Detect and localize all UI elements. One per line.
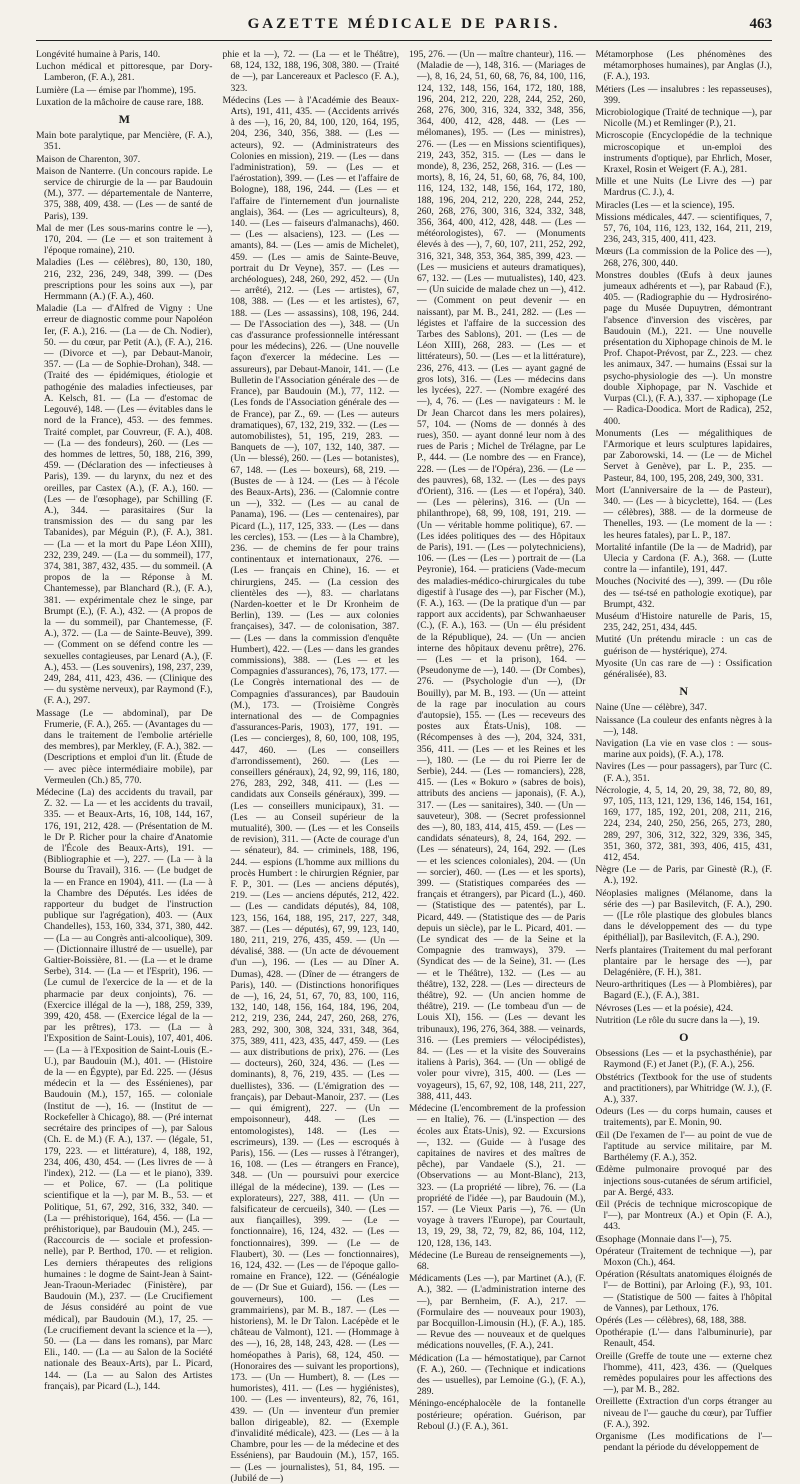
section-letter: M [118, 112, 130, 127]
index-entry: 195, 276. — (Un — maître chanteur), 116. — (Maladie de —), 148, 316. — (Mariages de —), 8, 16, 24, 51, 60, 68, 76, 84, 100, 116, 124, 132, 148, 156, 164, 172, 180, 188, 196, 204, 212, 220, 228, 244, 252, 260, 268, 276, 300, 316, 324, 332, 348, 356, 364, 400, 412, 428, 448. — (Les — mélomanes), 195. — (Les — ministres), 276. — (Les — en Missions scientifiques), 219, 243, 352, 315. — (Les — dans le monde), 8, 236, 252, 268, 316. — (Les — morts), 8, 16, 24, 51, 60, 68, 76, 84, 100, 116, 124, 132, 148, 156, 164, 172, 180, 188, 196, 204, 212, 220, 228, 244, 252, 260, 268, 276, 300, 316, 324, 332, 348, 356, 364, 400, 412, 428, 448. — (Les — météorologistes), 67. — (Monuments élevés à des —), 7, 60, 107, 211, 252, 292, 316, 321, 348, 353, 364, 385, 399, 423. — (Les — musiciens et auteurs dramatiques), 67, 132. — (Les — mutualistes), 140, 423. — (Un suicide de malade chez un —), 412. — (Comment on peut devenir — en naissant), par M. B., 241, 282. — (Les — légistes et l'affaire de la succession des Tarbes des Sablons), 201. — (Les — de Léon XIII), 268, 283. — (Les — et littérateurs), 50. — (Les — et la littérature), 236, 276, 413. — (Les — ayant gagné de gros lots), 316. — (Les — médecins dans les lycées), 227. — (Nombre exagéré des —), 4, 76. — (Les — navigateurs : M. le Dr Jean Charcot dans les mers polaires), 57, 104. — (Noms de — donnés à des rues), 350. — ayant donné leur nom à des rues de Paris ; Michel de Trélagne, par Le P., 444. — (Le nombre des — en France), 228. — (Les — de l'Opéra), 236. — (Le — des pauvres), 68, 132. — (Les — des pays d'Orient), 316. — (Les — et l'opéra), 340. — (Les — pèlerins), 316. — (Un — philanthrope), 68, 99, 108, 191, 219. — (Un — véritable homme politique), 67. — (Les idées politiques des — des Hôpitaux de Paris), 191. — (Les — polytechniciens), 106. — (Les — (Les — ) portrait de — (La Peyronie), 164. — praticiens (Vade-mecum des maladies-médico-chirurgicales du tube digestif à l'usage des —), par Fischer (M.), (F. A.), 163. — (De la pratique d'un — par rapport aux accidents), par Schwanhaeuser (C.), (F. A.), 163. — (Un — élu président de la République), 24. — (Un — ancien interne des hôpitaux devenu prêtre), 276. — (Les — et la prison), 164. — (Pseudonyme de —), 140. — (Dr Combes), 276. — (Psychologie d'un —), (Dr Bouilly), par M. B., 193. — (Un — atteint de la rage par inoculation au cours d'autopsie), 155. — (Les — receveurs des postes aux États-Unis), 108. — (Récompenses à des —), 204, 324, 331, 356, 411. — (Les — et les Reines et les —), 180. — (Le — du roi Pierre Ier de Serbie), 244. — (Les — romanciers), 228, 415. — (Les « Bokuro » (sabres de bois), attributs des anciens — japonais), (F. A.), 317. — (Les — sanitaires), 340. — (Un — sauveteur), 308. — (Secret professionnel des —), 80, 183, 414, 415, 459. — (Les — candidats sénateurs), 8, 24, 164, 292. — (Les — sénateurs), 24, 164, 292. — (Les — et les sciences coloniales), 204. — (Un — sorcier), 460. — (Les — et les sports), 399. — (Statistiques comparées des — français et étrangers), par Picard (L.), 460. — (Statistique des — patentés), par L. Picard, 449. — (Statistique des — de Paris depuis un siècle), par le L. Picard, 401. — (Le syndicat des — de la Seine et la Compagnie des tramways), 379. — (Syndicat des — de la Seine), 31. — (Les — et le Théâtre), 132. — (Les — au théâtre), 132, 228. — (Les — directeurs de théâtre), 92. — (Un ancien homme de théâtre), 219. — (Le tombeau d'un — de Louis XI), 156. — (Les — devant les tribunaux), 196, 276, 364, 388. — veinards, 316. — (Les premiers — vélocipédistes), 84. — (Les — et la visite des Souverains italiens à Paris), 364. — (Un — obligé de voler pour vivre), 315, 400. — (Les — voyageurs), 15, 67, 92, 108, 148, 211, 227, 388, 411, 443. [409, 49, 586, 1102]
index-entry: phie et la —), 72. — (La — et le Théâtre), 68, 124, 132, 188, 196, 308, 380. — (Traité de —), par Lancereaux et Paclesco (F. A.), 323. [222, 49, 399, 94]
index-entry: Opérateur (Traitement de technique —), par Moxon (Ch.), 464. [595, 1245, 772, 1268]
section-letter-n: N [679, 684, 689, 699]
index-entry: Nègre (Le — de Paris, par Ginestè (R.), (F. A.), 192. [595, 864, 772, 887]
index-entry: Médication (La — hémostatique), par Carnot (F. A.), 260. — (Technique et indications des — usuelles), par Lemoine (G.), (F. A.), 289. [409, 1352, 586, 1398]
index-entry: Oreillette (Extraction d'un corps étranger au niveau de l'— gauche du cœur), par Tuffier (F. A.), 392. [595, 1396, 772, 1430]
index-entry: Mouches (Nocivité des —), 399. — (Du rôle des — tsé-tsé en pathologie exotique), par Brumpt, 432. [595, 576, 772, 610]
index-entry: Lumière (La — émise par l'homme), 195. [36, 84, 196, 96]
index-entry: Odeurs (Les — du corps humain, causes et traitements), par E. Monin, 90. [595, 1106, 772, 1129]
index-entry: Médicaments (Les —), par Martinet (A.), (F. A.), 382. — (L'administration interne des —), par Bernheim, (F. A.), 217. — (Formulaire des — nouveaux pour 1903), par Bocquillon-Limousin (H.), (F. A.), 185. — Revue des — nouveaux et de quelques médications nouvelles, (F. A.), 241. [409, 1273, 586, 1352]
index-entry: Luchon médical et pittoresque, par Dory-Lamberon, (F. A.), 281. [36, 61, 213, 84]
index-entry: Métamorphose (Les phénomènes des métamorphoses humaines), par Anglas (J.), (F. A.), 193. [595, 49, 772, 83]
index-entry: Maison de Charenton, 307. [36, 153, 141, 165]
page-number: 463 [749, 16, 772, 32]
index-entry: Navires (Les — pour passagers), par Turc (C. (F. A.), 351. [595, 761, 772, 784]
column-3 [409, 49, 586, 1432]
journal-title: GAZETTE MÉDICALE DE PARIS. [247, 16, 561, 32]
column-4 [595, 49, 773, 1454]
index-entry: Mort (L'anniversaire de la — de Pasteur), 340. — (Les — à bicyclette), 164. — (Les — célèbres), 388. — de la dormeuse de Thenelles, 193. — (Le moment de la — : les heures fatales), par L. P., 187. [595, 484, 772, 541]
index-entry: Luxation de la mâchoire de cause rare, 188. [36, 96, 204, 108]
index-entry: Maladie (La — d'Alfred de Vigny : Une erreur de diagnostic comme pour Napoléon Ier, (F. A.), 216. — (La — de Ch. Nodier), 50. — du cœur, par Petit (A.), (F. A.), 216. — (Divorce et —), par Debaut-Manoir, 357. — (La — de Sophie-Drohan), 348. — (Traité des — épidémiques, étiologie et pathogénie des maladies infectieuses, par A. Kelsch, 81. — (La — d'estomac de Legouvé), 148. — (Les — évitables dans le nord de la France), 453. — des femmes. Traité complet, par Couvreur, (F. A.), 408. — (La — des fondeurs), 260. — (Les — des hommes de lettres, 50, 188, 216, 399, 459. — (Déclaration des — infectieuses à Paris), 139. — du larynx, du nez et des oreilles, par Castex (A.), (F. A.), 160. — (Les — de l'œsophage), par Schilling (F. A.), 344. — parasitaires (Sur la transmission des — du sang par les Tabanides), par Méguin (P.), (F. A.), 381. — (La — et la mort du Pape Léon XIII), 232, 239, 249. — (La — du sommeil), 177, 374, 381, 387, 432, 435. — du sommeil. (A propos de la — Réponse à M. Chantemesse), par Blanchard (R.), (F. A.), 381. — expérimentale chez le singe, par Brumpt (E.), (F. A.), 432. — (A propos de la — du sommeil), par Chantemesse, (F. A.), 372. — (La — de Sainte-Beuve), 399. — (Comment on se défend contre les — sexuelles contagieuses, par Lenard (A.), (F. A.), 453. — (Les souvenirs), 198, 237, 239, 249, 284, 411, 423, 436. — (Clinique des — du système nerveux), par Raymond (F.), (F. A.), 297. [36, 303, 213, 707]
index-entry: Main bote paralytique, par Mencière, (F. A.), 351. [36, 130, 213, 153]
index-entry: Obsessions (Les — et la psychasthénie), par Raymond (F.) et Janet (P.), (F. A.), 256. [595, 1048, 772, 1071]
index-entry: Organisme (Les modifications de l'— pendant la période du développement de [595, 1430, 772, 1454]
index-entry: Oreille (Greffe de toute une — externe chez l'homme), 411, 423, 436. — (Quelques remèdes populaires pour les affections des —), par M. B., 282. [595, 1350, 772, 1396]
index-entry: Métiers (Les — insalubres : les repasseuses), 399. [595, 83, 772, 106]
index-entry: Œil (Précis de technique microscopique de l'—), par Montreux (A.) et Opin (F. A.), 443. [595, 1198, 772, 1233]
index-entry: Massage (Le — abdominal), par De Frumerie, (F. A.), 265. — (Avantages du — dans le traitement de l'embolie artérielle des membres), par Merkley, (F. A.), 382. — (Descriptions et emploi d'un lit. (Étude de — avec pièce intermédiaire mobile), par Vermeulen (Ch.) 85, 770. [36, 707, 213, 786]
index-entry: Œdème pulmonaire provoqué par des injections sous-cutanées de sérum artificiel, par A. Bergé, 433. [595, 1164, 772, 1198]
index-entry: Nerfs plantaires (Traitement du mal perforant plantaire par le hersage des —), par Delagénière, (F. H.), 381. [595, 944, 772, 979]
index-entry: Mille et une Nuits (Le Livre des —) par Mardrus (C. J.), 4. [595, 176, 772, 199]
index-columns [36, 49, 772, 1484]
index-entry: Naissance (La couleur des enfants nègres à la —), 148. [595, 714, 772, 737]
index-entry: Médecine (Le Bureau de renseignements —), 68. [409, 1249, 586, 1272]
index-entry: Médecine (L'encombrement de la profession — en Italie), 76. — (L'inspection — des écoles aux États-Unis), 92. — Excursions —, 132. — (Guide — à l'usage des capitaines de navires et des maîtres de pêche), par Vandaele (S.), 21. — (Observations — au Mont-Blanc), 213, 323. — (La propriété — libre), 76. — (La propriété de l'idée —), par Baudouin (M.), 157. — (Le Vieux Paris —), 76. — (Un voyage à travers l'Europe), par Courtault, 13, 19, 29, 38, 72, 79, 82, 86, 104, 112, 120, 128, 136, 143. [409, 1103, 586, 1249]
index-entry: Mal de mer (Les sous-marins contre le —), 170, 204. — (Le — et son traitement à l'époque romaine), 210. [36, 222, 213, 257]
index-entry: Microbiologique (Traité de technique —), par Nicolle (M.) et Remlinger (P.), 21. [595, 107, 772, 130]
index-entry: Microscopie (Encyclopédie de la technique microscopique et un-emploi des instruments d'optique), par Ehrlich, Moser, Kraxel, Rosin et Weigert (F. A.), 281. [595, 130, 772, 176]
index-entry: Maladies (Les — célèbres), 80, 130, 180, 216, 232, 236, 249, 348, 399. — (Des prescriptions pour les soins aux —), par Hermmann (A.) (F. A.), 460. [36, 257, 213, 303]
index-entry: Missions médicales, 447. — scientifiques, 7, 57, 76, 104, 116, 123, 132, 164, 211, 219, 236, 243, 315, 400, 411, 423. [595, 211, 772, 246]
column-1 [36, 49, 213, 1392]
index-entry: Œil (De l'examen de l'— au point de vue de l'aptitude au service militaire, par M. Barthélemy (F. A.), 352. [595, 1129, 772, 1164]
index-entry: Neuro-arthritiques (Les — à Plombières), par Bagard (E.), (F. A.), 381. [595, 979, 772, 1002]
index-entry: Médecins (Les — à l'Académie des Beaux-Arts), 191, 411, 435. — (Accidents arrivés à des —), 16, 20, 84, 100, 120, 164, 195, 204, 236, 340, 356, 388. — (Les — acteurs), 92. — (Administrateurs des Colonies en mission), 219. — (Les — dans l'administration), 59. — (Les — et l'aérostation), 399. — (Les — et l'affaire de Bologne), 188, 196, 244. — (Les — et l'affaire de l'internement d'un journaliste anglais), 364. — (Les — agriculteurs), 8, 140. — (Les — faiseurs d'almanachs), 460. — (Les — alsaciens), 123. — (Les — amants), 84. — (Les — amis de Michelet), 459. — (Les — amis de Sainte-Beuve, portrait du Dr Veyne), 357. — (Les — archéologues), 248, 260, 292, 452. — (Un — arrêté), 212. — (Les — artistes), 67, 108, 388. — (Les — et les artistes), 67, 188. — (Les — assassins), 108, 196, 244. — De l'Association des —), 348. — (Un cas d'assurance professionnelle intéressant pour les médecins), 226. — (Une nouvelle façon d'exercer la médecine. Les — assureurs), par Debaut-Manoir, 141. — (Le Bulletin de l'Association générale des — de France), par Baudouin (M.), 77, 112. — (Les fonds de l'Association générale des — de France), par Z., 69. — (Les — auteurs dramatiques), 67, 132, 219, 332. — (Les — automobilistes), 51, 195, 219, 283. — Banquets de —), 107, 132, 140, 387. — (Un — blessé), 260. — (Les — botanistes), 67, 148. — (Les — boxeurs), 68, 219. — (Bustes de — à 124. — (Les — à l'école des Beaux-Arts), 236. — (Calomnie contre un —), 332. — (Les — au canal de Panama), 196. — (Les — centenaires), par Picard (L.), 117, 125, 333. — (Les — dans les cercles), 153. — (Les — à la Chambre), 236. — de chemins de fer pour trains continentaux et internationaux, 276. — (Les — français en Chine), 16. — et chirurgiens, 245. — (La cession des clientèles des —), 83. — charlatans (Narden-koetter et le Dr Kronheim de Berlin), 139. — (Les — aux colonies françaises), 347. — de colonisation, 387. — (Les — dans la commission d'enquête Humbert), 422. — (Les — dans les grandes commissions), 388. — (Les — et les Compagnies d'assurances), 76, 173, 177. — (Le Congrès international des — de Compagnies d'assurances), par Baudouin (M.), 173. — (Troisième Congrès international des — de Compagnies d'assurances-Paris, 1903), 177, 191. — (Les — concierges), 8, 60, 100, 108, 195, 447, 460. — (Les — conseillers d'arrondissement), 260. — (Les — conseillers généraux), 24, 92, 99, 116, 180, 276, 283, 292, 348, 411. — (Les — candidats aux Conseils généraux), 399. — (Les — conseillers municipaux), 31. — (Les — au Conseil supérieur de la mutualité), 300. — (Les — et les Conseils de revision), 311. — (Acte de courage d'un — sénateur), 84. — criminels, 188, 196, 244. — espions (L'homme aux millions du procès Humbert : le chirurgien Régnier, par F. P., 301. — (Les — anciens députés), 219. — (Les — anciens députés, 212, 422. — (Les — candidats députés), 84, 108, 123, 156, 164, 188, 195, 217, 227, 348, 387. — (Les — députés), 67, 99, 123, 140, 180, 211, 219, 276, 435, 459. — (Un — dévalisé, 388. — (Un acte de dévouement d'un —), 196. — (Les — au Dîner A. Dumas), 428. — (Dîner de — étrangers de Paris), 140. — (Distinctions honorifiques de —), 16, 24, 51, 67, 70, 83, 100, 116, 132, 140, 148, 156, 164, 184, 196, 204, 212, 219, 236, 244, 247, 260, 268, 276, 283, 292, 300, 308, 324, 331, 348, 364, 375, 389, 411, 423, 435, 447, 459. — (Les — aux distributions de prix), 276. — (Les — docteurs), 260, 324, 436. — (Les — dominants), 8, 76, 219, 435. — (Les — duellistes), 336. — (L'émigration des — français), par Debaut-Manoir, 237. — (Les — qui émigrent), 227. — (Un — empoisonneur), 448. — (Les — entomologistes), 148. — (Les — escrimeurs), 139. — (Les — escroqués à Paris), 156. — (Les — russes à l'étranger), 16, 108. — (Les — étrangers en France), 348. — (Un — poursuivi pour exercice illégal de la médecine), 139. — (Les — explorateurs), 227, 388, 411. — (Un — falsificateur de cercueils), 340. — (Les — aux fiançailles), 399. — (Le — fonctionnaire), 16, 124, 432. — (Les — fonctionnaires), 399. — (Le — de Flaubert), 30. — (Les — fonctionnaires), 16, 124, 432. — (Les — de l'époque gallo-romaine en France), 122. — (Généalogie de — (Dr Sue et Guiard), 156. — (Les — gouverneurs), 100. — (Les — grammairiens), par M. B., 187. — (Les — historiens), M. le Dr Talon. Lacépède et le château de Valmont), 121. — (Hommage à des —), 16, 28, 148, 243, 428. — (Les — homéopathes à Paris), 68, 124, 450. — (Honoraires des — suivant les proportions), 173. — (Un — Humbert), 8. — (Les — humoristes), 411. — (Les — hygiénistes), 100. — (Les — inventeurs), 82, 76, 161, 439. — (Un — inventeur d'un premier ballon dirigeable), 82. — (Exemple d'invalidité médicale), 423. — (Les — à la Chambre, pour les — de la médecine et des Esséniens), par Baudouin (M.), 157, 165. — (Les — journalistes), 51, 84, 195. — (Jubilé de —) [222, 94, 399, 1484]
index-entry: Mutité (Un prétendu miracle : un cas de guérison de — hystérique), 274. [595, 634, 772, 657]
running-header [36, 12, 772, 41]
index-entry: Maison de Nanterre. (Un concours rapide. Le service de chirurgie de la — par Baudouin (M.), 377. — départementale de Nanterre, 375, 388, 409, 438. — (Les — de santé de Paris), 139. [36, 165, 213, 222]
index-entry: Navigation (La vie en vase clos : — sous-marine aux poids), (F. A.), 178. [595, 737, 772, 761]
index-entry: Monstres doubles (Œufs à deux jaunes jumeaux adhérents et —), par Rabaud (F.), 405. — (Radiographie du — Hydrosiréno-page du Musée Dupuytren, démontrant l'absence d'inversion des viscères, par Baudouin (M.), 221. — Une nouvelle présentation du Xiphopage chinois de M. le Prof. Chapot-Prévost, par Z., 223. — chez les animaux, 347. — humains (Essai sur la psycho-physiologie des —). Un monstre double Xiphopage, par N. Vaschide et Vurpas (Cl.), (F. A.), 337. — xiphopage (Le — Radica-Doodica. Mort de Radica), 252, 400. [595, 269, 772, 427]
index-entry: Néoplasies malignes (Mélanome, dans la série des —) par Basilevitch, (F. A.), 290. — ([Le rôle plastique des globules blancs dans le développement des — du type épithélial]), par Basilevitch, (F. A.), 290. [595, 887, 772, 944]
column-2 [222, 49, 400, 1484]
index-entry: Longévité humaine à Paris, 140. [36, 49, 161, 60]
index-entry: Opération (Résultats anatomiques éloignés de l'— de Bottini), par Arloing (F.), 93, 101. — (Statistique de 500 — faites à l'hôpital de Vannes), par Lethoux, 176. [595, 1269, 772, 1314]
index-entry: Mortalité infantile (De la — de Madrid), par Ulecia y Cardona (F. A.), 368. — (Lutte contre la — infantile), 191, 447. [595, 541, 772, 576]
index-entry: Opérés (Les — célèbres), 68, 188, 388. [595, 1314, 747, 1326]
index-entry: Obstétrics (Textbook for the use of students and practitioners), par Whitridge (W. J.), (F. A.), 337. [595, 1071, 772, 1106]
index-entry: Nécrologie, 4, 5, 14, 20, 29, 38, 72, 80, 89, 97, 105, 113, 121, 129, 136, 146, 154, 161, 169, 177, 185, 192, 201, 208, 211, 216, 224, 234, 240, 250, 256, 265, 273, 280, 289, 297, 306, 312, 322, 329, 336, 345, 351, 360, 372, 381, 393, 406, 415, 431, 412, 454. [595, 784, 772, 864]
index-entry: Méningo-encéphalocèle de la fontanelle postérieure; opération. Guérison, par Reboul (J.) (F. A.), 361. [409, 1398, 586, 1432]
index-entry: Mœurs (La commission de la Police des —), 268, 276, 300, 440. [595, 246, 772, 269]
index-entry: Névroses (Les — et la poésie), 424. [595, 1002, 733, 1014]
index-entry: Nutrition (Le rôle du sucre dans la —), 19. [595, 1014, 760, 1026]
index-entry: Muséum d'Histoire naturelle de Paris, 15, 235, 242, 251, 434, 445. [595, 610, 772, 634]
section-letter-o: O [679, 1030, 689, 1045]
index-entry: Œsophage (Monnaie dans l'—), 75. [595, 1233, 732, 1245]
index-entry: Opothérapie (L'— dans l'albuminurie), par Renault, 454. [595, 1327, 772, 1350]
index-entry: Monuments (Les — mégalithiques de l'Armorique et leurs sculptures lapidaires, par Zaborowski, 14. — (Le — de Michel Servet à Genève), par L. P., 235. — Pasteur, 84, 100, 195, 208, 249, 300, 331. [595, 427, 772, 484]
index-entry: Miracles (Les — et la science), 195. [595, 199, 735, 211]
index-entry: Myosite (Un cas rare de —) : Ossification généralisée), 83. [595, 657, 772, 680]
index-entry: Médecine (La) des accidents du travail, par Z. 32. — La — et les accidents du travail, 335. — et Beaux-Arts, 16, 108, 144, 167, 176, 191, 212, 428. — (Présentation de M. le Dr P. Richer pour la chaire d'Anatomie de l'École des Beaux-Arts), 191. — (Bibliographie et —), 227. — (La — à la Bourse du Travail), 316. — (Le budget de la — en France en 1904), 411. — (La — à la Chambre des Députés. Les idées de rapporteur du budget de l'instruction publique sur l'agrégation), 403. — (Aux Chandelles), 153, 160, 334, 371, 380, 442. — (La — au Congrès anti-alcoolique), 309. — (Dictionnaire illustré de — usuelle), par Galtier-Boissière, 81. — (La — et le drame Serbe), 314. — (La — et l'Esprit), 196. — (Le cumul de l'exercice de la — et de la pharmacie par deux conjoints), 76. — (Exercice illégal de la —), 188, 259, 339, 399, 420, 458. — (Exercice légal de la — par les prêtres), 173. — (La — à l'Exposition de Saint-Louis), 107, 401, 406. — (La — à l'Exposition de Saint-Louis (E.-U.), par Baudouin (M.), 401. — (Histoire de la — en Égypte), par Ed. 225. — (Jésus médecin et la — des Essénienes), par Baudouin (M.), 157, 165. — coloniale (Institut de —), 16. — (Institut de — Rockefeller à Chicago), 88. — (Pré internat secrétaire des principes of —), par Salous (Ch. E. de M.) (F. A.), 137. — (légale, 51, 179, 223. — et littérature), 4, 188, 192, 234, 406, 430, 454. — (Les livres de — à l'index), 212. — (La — et le piano), 339. — et Police, 67. — (La politique scientifique et la —), par M. B., 53. — et Politique, 51, 67, 292, 316, 332, 340. — (La — préhistorique), 164, 456. — (La — préhistorique), par Baudouin (M.), 245. — (Raccourcis de — sociale et profession- nelle), par P. Berthod, 170. — et religion. Les derniers thérapeutes des religions humaines : le dogme de Saint-Jean à Saint-Jean-Traoun-Meriadec (Finistère), par Baudouin (M.), 237. — (Le Crucifiement de Jésus considéré au point de vue médical), par Baudouin (M.), 17, 25. — (Le crucifiement devant la science et la —), 50. — (La — dans les romans), par Marc Eli., 140. — (La — au Salon de la Société nationale des Beaux-Arts), par L. Picard, 144. — (La — au Salon des Artistes français), par Picard (L.), 144. [36, 787, 213, 1392]
index-entry: Naine (Une — célèbre), 347. [595, 702, 707, 714]
